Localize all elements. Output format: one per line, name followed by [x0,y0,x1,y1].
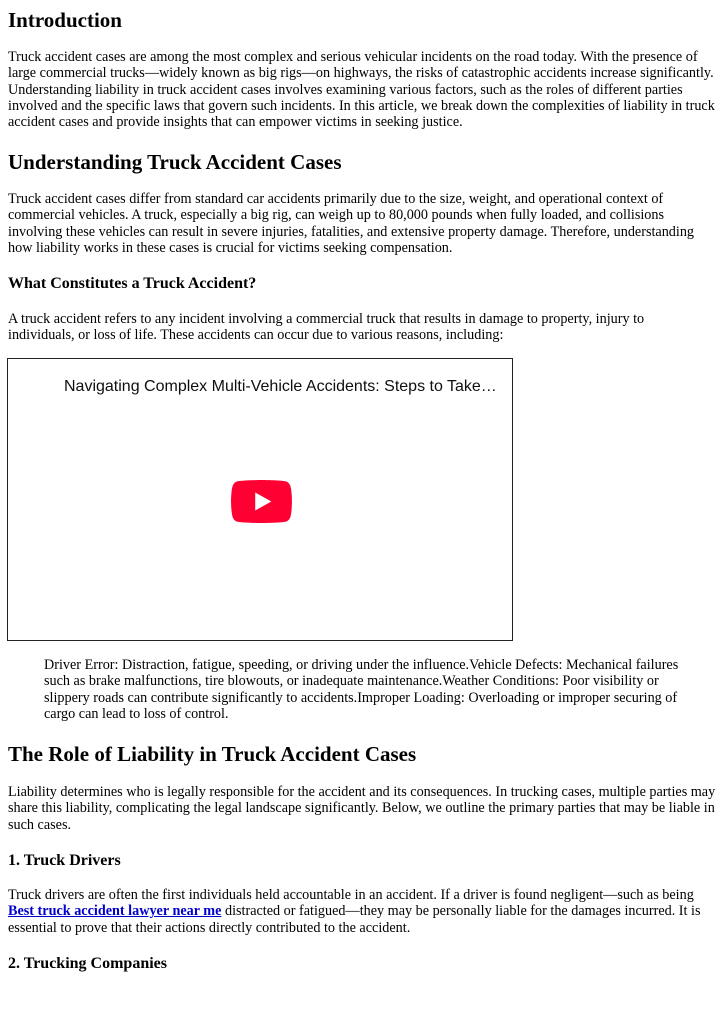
lawyer-link[interactable]: Best truck accident lawyer near me [8,903,222,920]
heading-introduction: Introduction [8,8,122,32]
paragraph-introduction: Truck accident cases are among the most complex and serious vehicular incidents on the road today. With the presence of large commercial trucks—widely known as big rigs—on highways, the risks of catastrophic accidents increase significantly. Understanding liability in truck accident cases involves examining various factors, such as the roles of different parties involved and the specific laws that govern such incidents. In this article, we break down the complexities of liability in truck accident cases and provide insights that can empower victims in seeking justice. [8,49,715,131]
paragraph-causes-list: Driver Error: Distraction, fatigue, speeding, or driving under the influence.Vehicle Defects: Mechanical failures such as brake malfunctions, tire blowouts, or inadequate maintenance.Weather Conditions: Poor visibility or slippery roads can contribute significantly to accidents.Improper Loading: Overloading or improper securing of cargo can lead to loss of control. [44,657,679,722]
embedded-video[interactable] [7,358,513,641]
video-play-button[interactable] [231,480,292,523]
heading-what-constitutes: What Constitutes a Truck Accident? [8,275,257,292]
drivers-text-after: distracted or fatigued—they may be personally liable for the damages incurred. It is essential to prove that their actions directly contributed to the accident. [8,903,701,936]
paragraph-role-of-liability: Liability determines who is legally responsible for the accident and its consequences. In trucking cases, multiple parties may share this liability, complicating the legal landscape significantly. Below, we outline the primary parties that may be liable in such cases. [8,784,716,833]
youtube-play-icon[interactable] [231,480,292,523]
heading-truck-drivers: 1. Truck Drivers [8,852,121,869]
heading-trucking-companies: 2. Trucking Companies [8,955,167,972]
paragraph-understanding: Truck accident cases differ from standard car accidents primarily due to the size, weight, and operational context of commercial vehicles. A truck, especially a big rig, can weigh up to 80,000 pounds when fully loaded, and collisions involving these vehicles can result in severe injuries, fatalities, and extensive property damage. Therefore, understanding how liability works in these cases is crucial for victims seeking compensation. [8,191,695,256]
paragraph-truck-drivers [8,887,720,936]
heading-understanding-truck-accident-cases: Understanding Truck Accident Cases [8,150,342,174]
heading-role-of-liability: The Role of Liability in Truck Accident Cases [8,742,417,766]
drivers-text-before: Truck drivers are often the first individuals held accountable in an accident. If a driver is found negligent—such as being [8,887,694,903]
paragraph-what-constitutes: A truck accident refers to any incident involving a commercial truck that results in damage to property, injury to individuals, or loss of life. These accidents can occur due to various reasons, including: [8,311,645,344]
video-title[interactable]: Navigating Complex Multi-Vehicle Accidents: Steps to Take… [64,378,497,395]
